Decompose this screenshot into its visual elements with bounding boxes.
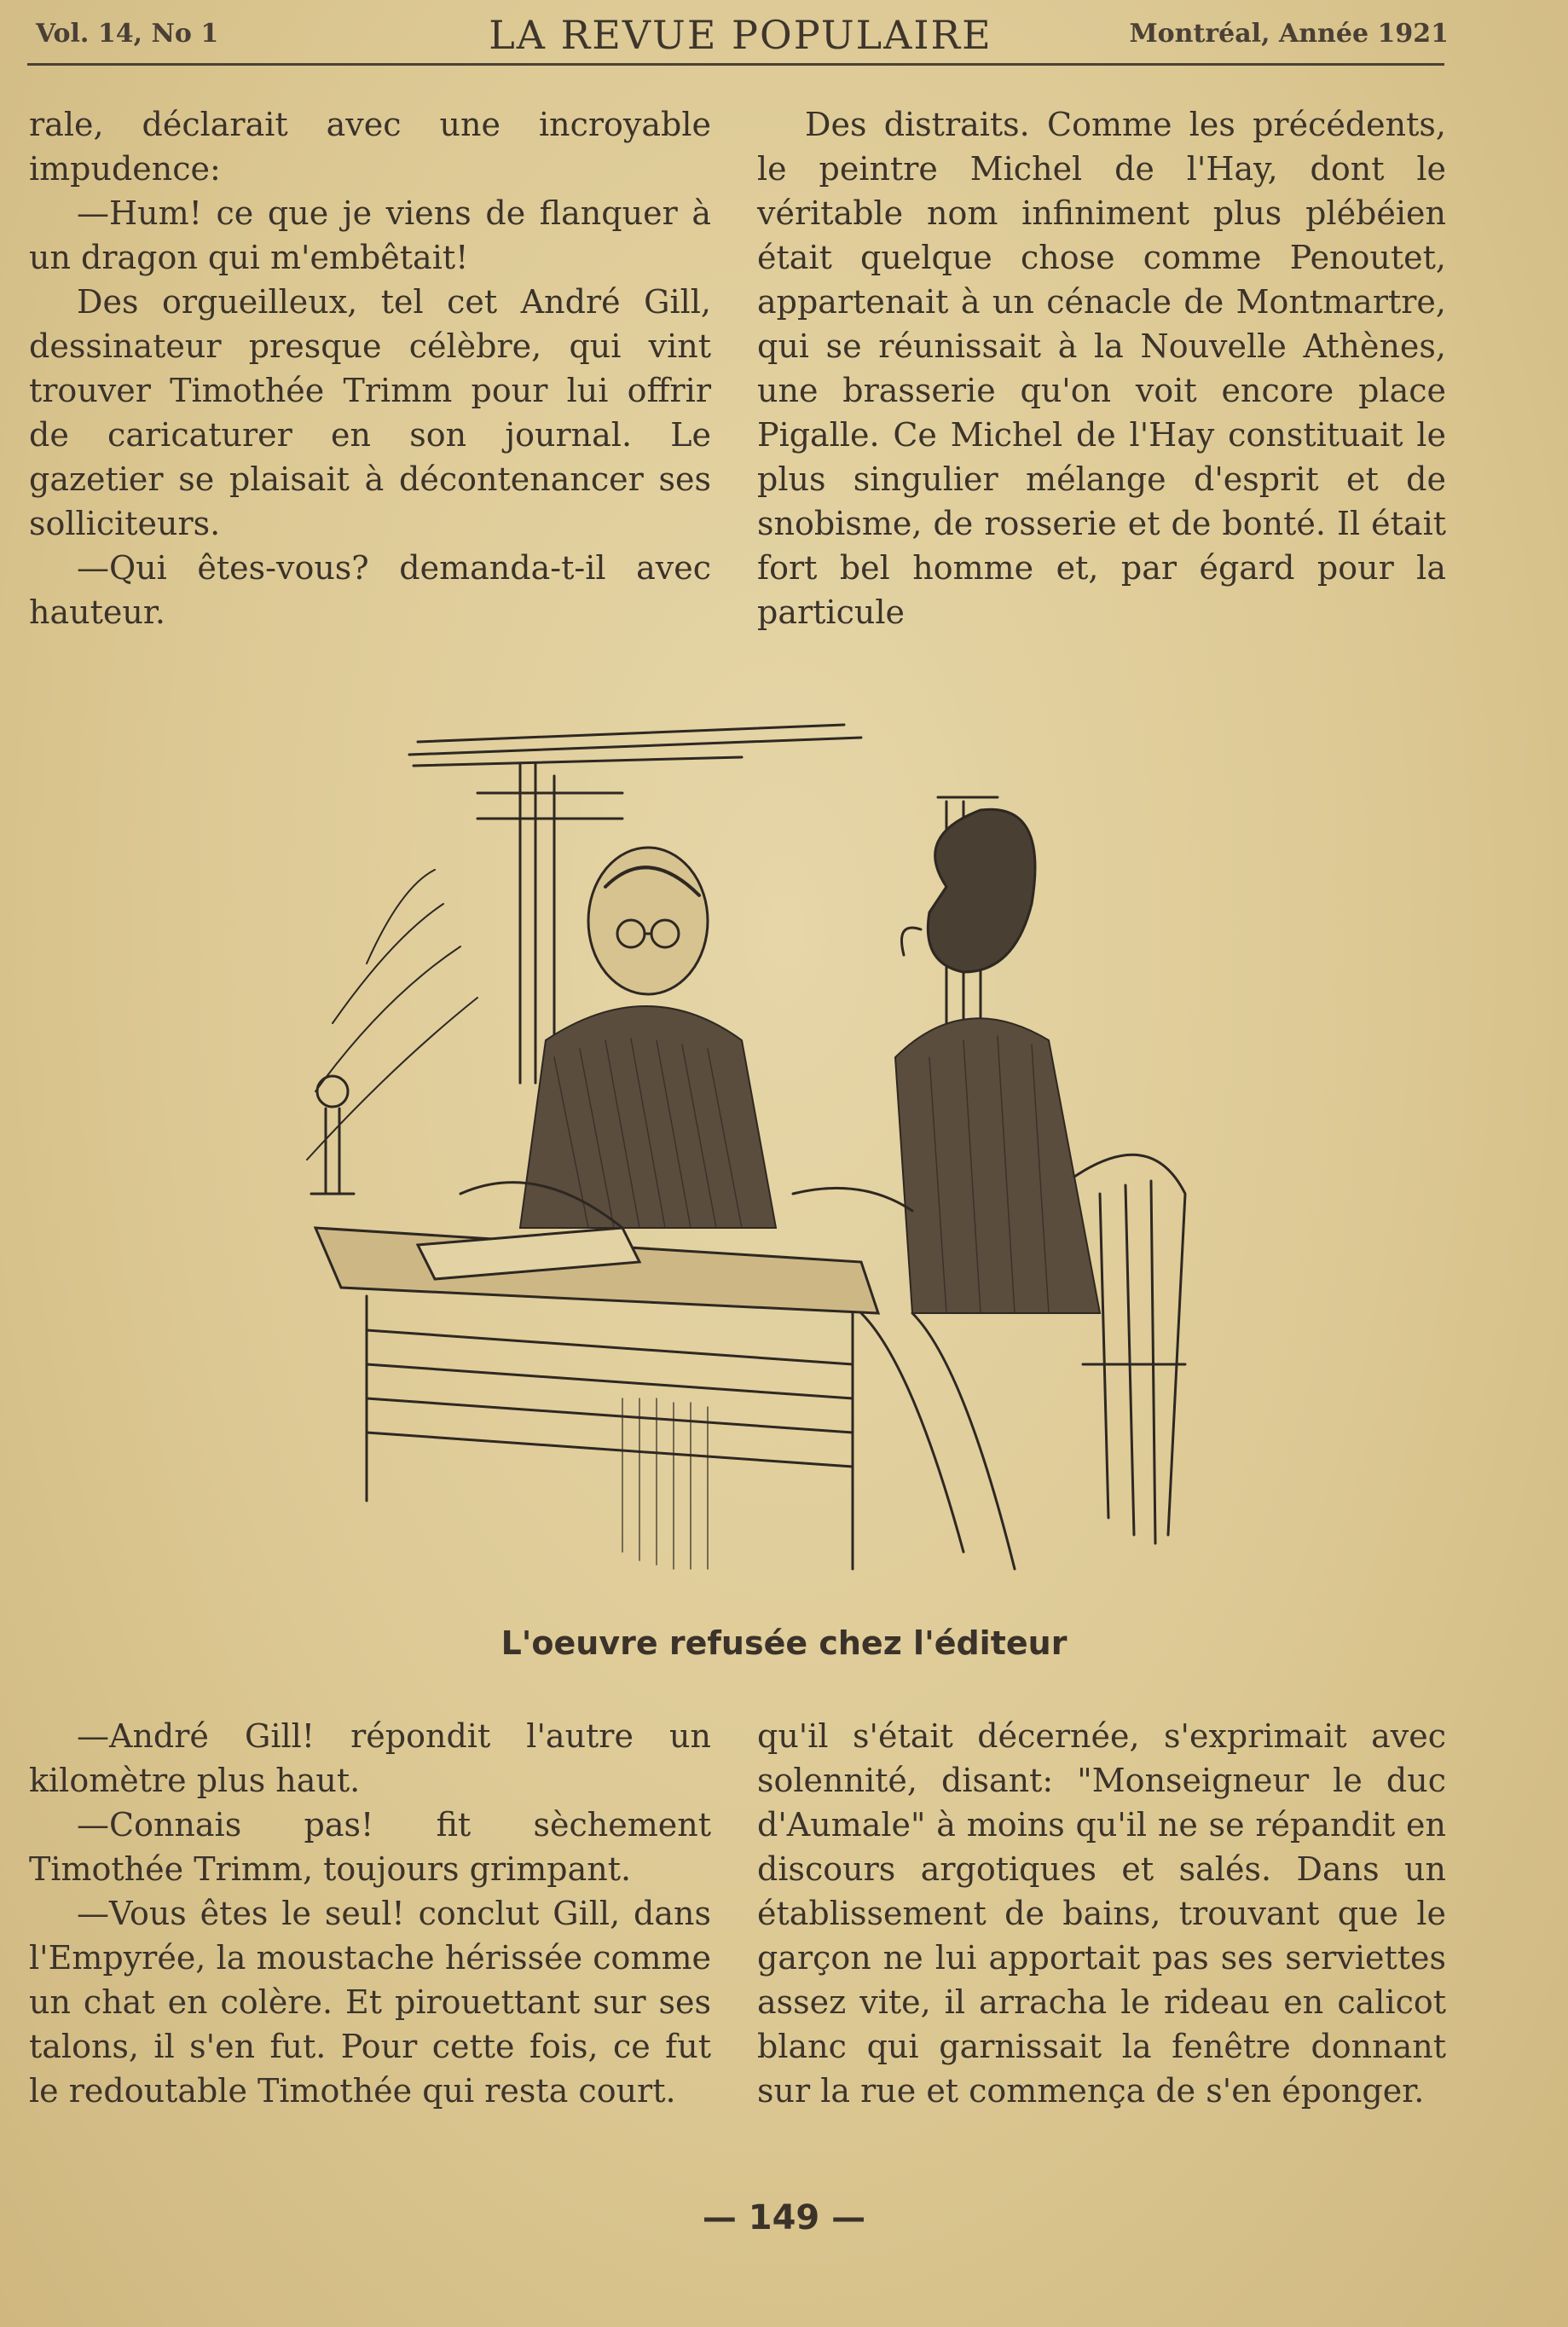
header-rule [27,63,1444,66]
curtain-lines [307,870,477,1160]
paragraph: —Hum! ce que je viens de flanquer à un dragon qui m'embêtait! [29,194,711,276]
chair [1074,1155,1185,1543]
paragraph: Des distraits. Comme les précédents, le peintre Michel de l'Hay, dont le véritable nom infiniment plus plébéien était quelque chose comme Penoutet, appartenait à un cénacle de Montmartre, qui se réunissait à la Nouvelle Athènes, une brasserie qu'on voit encore place Pigalle. Ce Michel de l'Hay constituait le plus singulier mélange d'esprit et de snobisme, de rosserie et de bonté. Il était fort bel homme et, par égard pour la particule [757,106,1446,631]
page-number: — 149 — [702,2198,866,2237]
editor-figure [460,848,776,1228]
paragraph: —Vous êtes le seul! conclut Gill, dans l'Empyrée, la moustache hérissée comme un chat en colère. Et pirouettant sur ses talons, il s'en fut. Pour cette fois, ce fut le redoutable Timothée qui resta court. [29,1895,711,2110]
visitor-figure [793,809,1100,1569]
illustration-editor-office [264,716,1287,1603]
shelf-lines [409,725,861,766]
journal-title: LA REVUE POPULAIRE [489,12,992,58]
paragraph: —Qui êtes-vous? demanda-t-il avec hauteur. [29,549,711,631]
bottom-right-column [757,1714,1446,2113]
top-left-column [29,102,711,634]
paragraph: rale, déclarait avec une incroyable impudence: [29,106,711,188]
volume-number: Vol. 14, No 1 [36,19,219,49]
place-year: Montréal, Année 1921 [1129,19,1449,49]
bottom-left-column [29,1714,711,2113]
paragraph: —Connais pas! fit sèchement Timothée Trimm, toujours grimpant. [29,1806,711,1888]
paragraph: —André Gill! répondit l'autre un kilomètre plus haut. [29,1717,711,1799]
desk [315,1228,878,1569]
top-right-column [757,102,1446,634]
figure-caption: L'oeuvre refusée chez l'éditeur [500,1624,1068,1662]
telephone [311,1076,354,1194]
page-header [32,12,1449,70]
paragraph: qu'il s'était décernée, s'exprimait avec solennité, disant: "Monseigneur le duc d'Aumale" à moins qu'il ne se répandit en discours argotiques et salés. Dans un établissement de bains, trouvant que le garçon ne lui apportait pas ses serviettes assez vite, il arracha le rideau en calicot blanc qui garnissait la fenêtre donnant sur la rue et commença de s'en éponger. [757,1717,1446,2110]
paragraph: Des orgueilleux, tel cet André Gill, dessinateur presque célèbre, qui vint trouver Timothée Trimm pour lui offrir de caricaturer en son journal. Le gazetier se plaisait à décontenancer ses solliciteurs. [29,283,711,542]
